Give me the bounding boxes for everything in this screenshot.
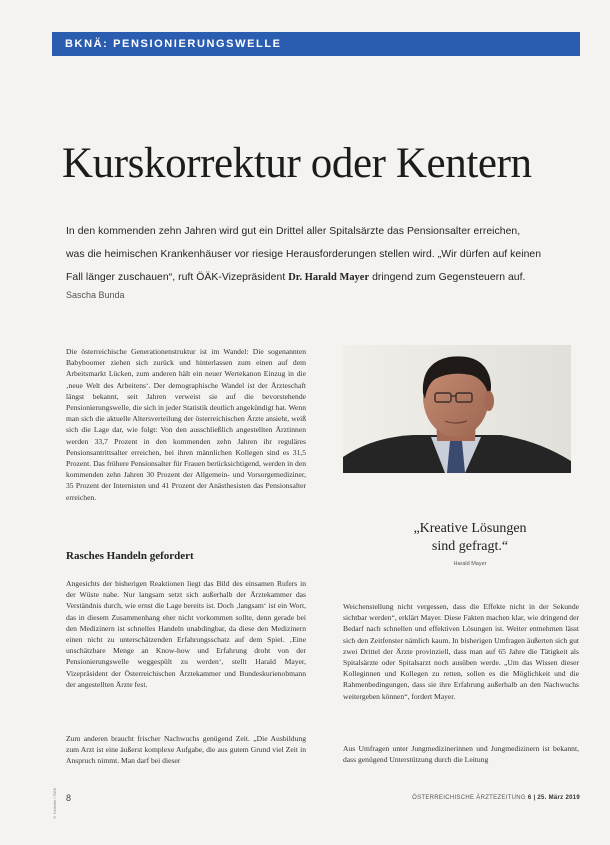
publication-name: ÖSTERREICHISCHE ÄRZTEZEITUNG [412, 795, 526, 801]
body-column-right-2 [343, 743, 579, 765]
author-byline: Sascha Bunda [66, 290, 125, 300]
lead-line-3-start: Fall länger zuschauen“, ruft ÖÄK-Vizepräsident [66, 272, 289, 283]
publication-footer [400, 795, 580, 801]
body-column-left [66, 346, 306, 503]
page-number: 8 [66, 793, 72, 803]
lead-line-1: In den kommenden zehn Jahren wird gut ein Drittel aller Spitalsärzte das Pensionsalter erreichen, [66, 226, 521, 237]
body-paragraph: Die österreichische Generationenstruktur ist im Wandel: Die sogenannten Babyboomer ziehen sich zurück und hinterlassen zum einen auf dem Arbeitsmarkt Lücken, zum anderen hält ein neuer Wertekanon Einzug in die ‚neue Welt des Arbeitens‘. Der demographische Wandel ist der Ärzteschaft längst bekannt, seit Jahren verweist sie auf die bevorstehende Pensionierungswelle, die sich in jeder Statistik deutlich angekündigt hat. Wenn man sich die aktuelle Altersverteilung der österreichischen Ärzte ansieht, weiß sich die Lage dar, wie folgt: Von den ausschließlich angestellten Ärztinnen werden 33,7 Prozent in den kommenden zehn Jahren ihr reguläres Pensionsantrittsalter erreichen, bei ihren männlichen Kollegen sind es 31,5 Prozent. Das frühere Pensionsalter für Frauen berücksichtigend, werden in den kommenden zehn Jahren 30 Prozent der Allgemein- und Vorsorgemediziner, 35 Prozent der Internisten und 41 Prozent der Anästhesisten das Pensionsalter erreichen. [66, 347, 306, 502]
issue-info: 6 | 25. März 2019 [527, 795, 580, 801]
pull-quote-line-1: „Kreative Lösungen [413, 521, 527, 536]
body-column-left-3 [66, 733, 306, 767]
body-paragraph: Zum anderen braucht frischer Nachwuchs genügend Zeit. „Die Ausbildung zum Arzt ist eine äußerst komplexe Aufgabe, die aus gutem Grund viel Zeit in Anspruch nimmt. Man darf bei dieser [66, 734, 306, 766]
lead-line-2: was die heimischen Krankenhäuser vor riesige Herausforderungen stellen wird. „Wir dürfen auf keinen [66, 249, 542, 260]
portrait-photo [343, 345, 571, 473]
pull-quote-line-2: sind gefragt.“ [431, 539, 509, 554]
article-subheading: Rasches Handeln gefordert [66, 550, 194, 562]
lead-line-3 [66, 266, 566, 289]
pull-quote-author: Harald Mayer [453, 561, 487, 567]
photo-credit: © Kelleiter / ÖÄK [52, 787, 57, 820]
body-column-left-2 [66, 578, 306, 690]
lead-line-3-end: dringend zum Gegensteuern auf. [369, 272, 526, 283]
lead-person-name: Dr. Harald Mayer [288, 272, 370, 283]
body-column-right [343, 601, 579, 702]
article-headline: Kurskorrektur oder Kentern [62, 140, 532, 187]
section-label: BKNÄ: PENSIONIERUNGSWELLE [65, 38, 282, 50]
pull-quote [370, 520, 570, 556]
section-banner [52, 32, 580, 56]
body-paragraph: Weichenstellung nicht vergessen, dass die Effekte nicht in der Sekunde sichtbar werden“, erklärt Mayer. Diese Fakten machen klar, wie dringend der Bedarf nach schnellen und effektiven Lösungen ist. Weiter entnehmen lässt sich den Zeitfenster nämlich kaum. In bisherigen Umfragen äußerten sich gut zwei Drittel der Ärzte provinziell, dass man auf 65 Jahre die Tätigkeit als Spitalsärzte oder Spitalsarzt noch ausüben werde. „Um das Wissen dieser Kolleginnen und Kollegen zu retten, sollen es die Möglichkeit und die Rahmenbedingungen, dass sie ihre Erfahrung außerhalb an den Nachwuchs weitergeben können“, fordert Mayer. [343, 602, 579, 701]
body-paragraph: Aus Umfragen unter Jungmedizinerinnen und Jungmedizinern ist bekannt, dass genügend Unterstützung durch die Leitung [343, 744, 579, 765]
article-lead [66, 220, 566, 289]
body-paragraph: Angesichts der bisherigen Reaktionen liegt das Bild des einsamen Rufers in der Wüste nahe. Nur langsam setzt sich außerhalb der Ärztekammer das Verständnis durch, wie ernst die Lage bereits ist. Doch ‚langsam‘ ist ein Wort, das in diesem Zusammenhang eher nicht vorkommen sollte, denn gerade bei den Medizinern ist schnelles Handeln unabdingbar, da diese den Medizinern einen nicht zu unterschätzenden Erfahrungsschatz auf dem Spiel. ‚Eine unschätzbare Menge an Know-how und Erfahrung droht von der Pensionierungswelle weggespült zu werden‘, stellt Harald Mayer, Vizepräsident der Österreichischen Ärztekammer und Bundeskurienobmann der angestellten Ärzte fest. [66, 579, 306, 689]
portrait-image [343, 345, 571, 473]
